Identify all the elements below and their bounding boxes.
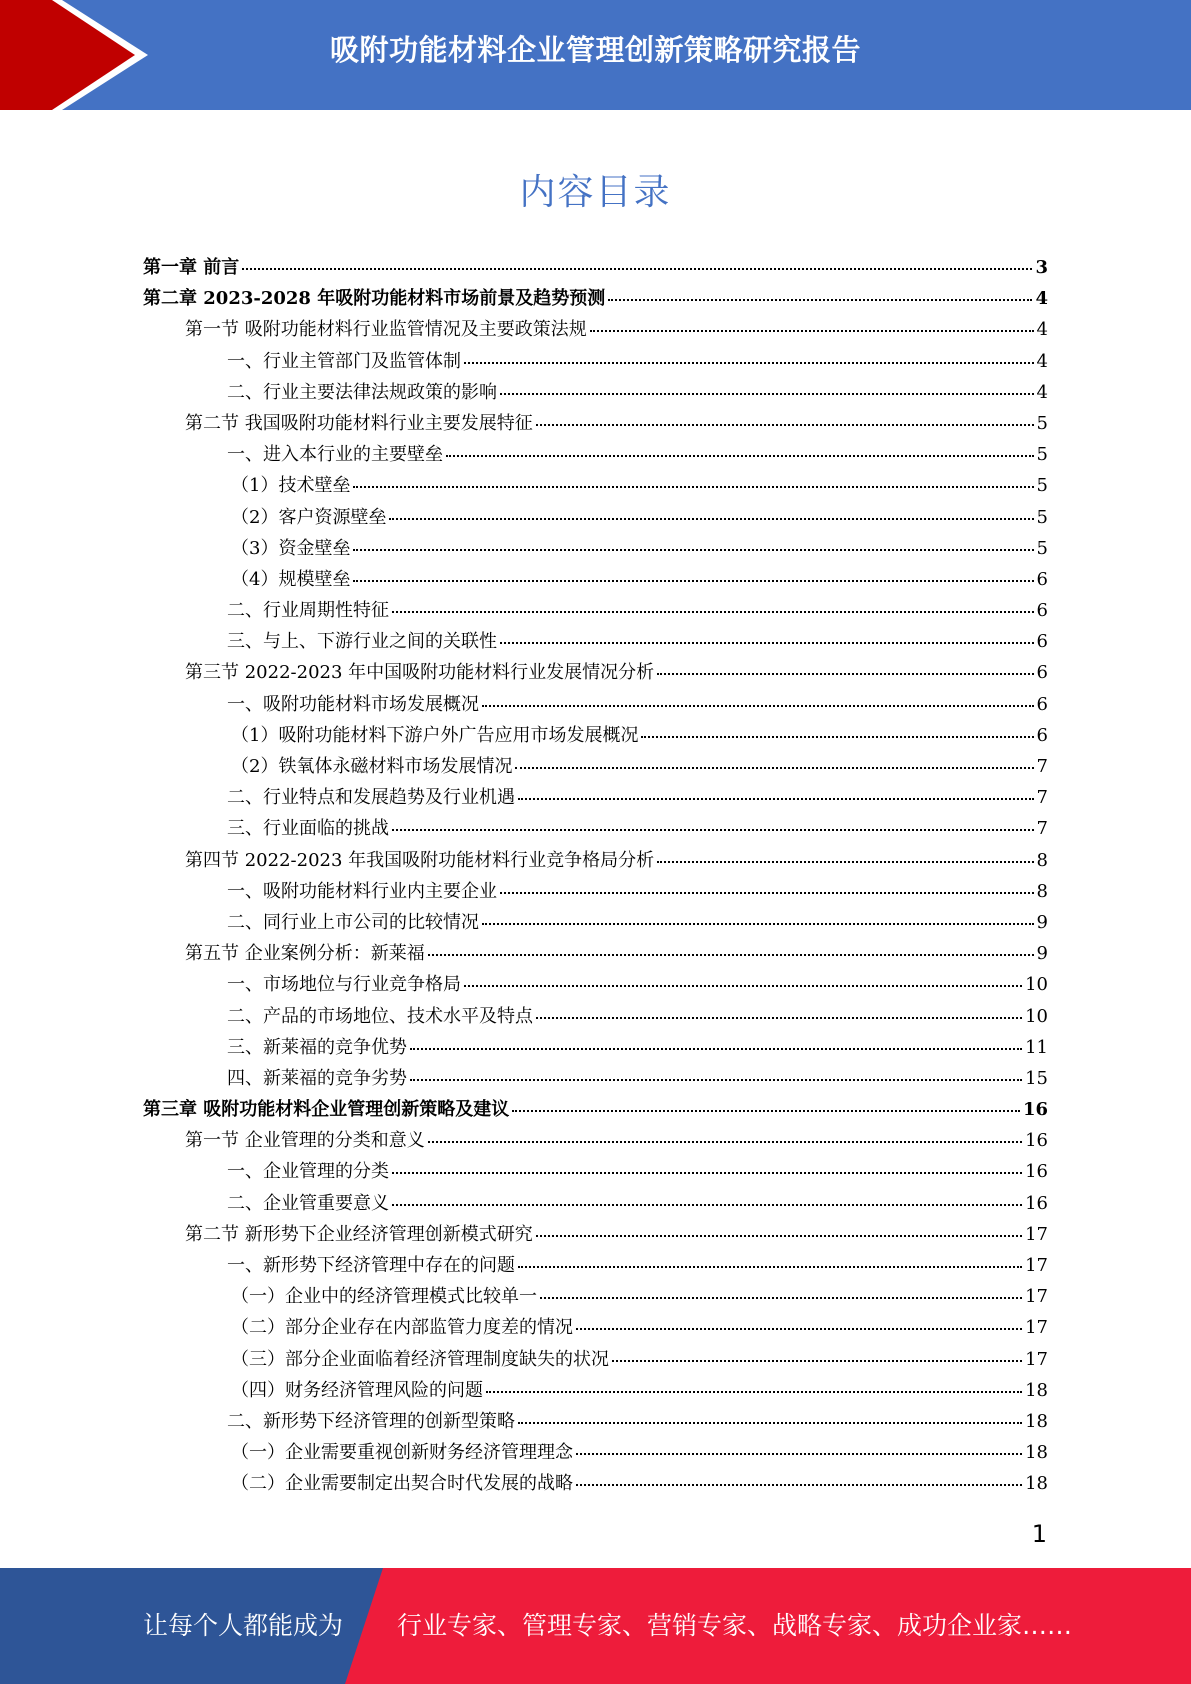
toc-entry-page: 15 [1025, 1067, 1048, 1089]
toc-entry-label: （四）财务经济管理风险的问题 [231, 1379, 483, 1401]
toc-entry-page: 6 [1036, 662, 1048, 684]
toc-entry-label: 二、新形势下经济管理的创新型策略 [227, 1410, 515, 1432]
toc-entry-page: 11 [1025, 1036, 1048, 1058]
toc-entry-page: 5 [1036, 412, 1048, 434]
page-number: 1 [1031, 1520, 1047, 1548]
toc-entry-page: 17 [1025, 1286, 1048, 1308]
toc-dot-leader [536, 999, 1022, 1019]
toc-dot-leader [518, 1248, 1022, 1268]
toc-entry-page: 17 [1025, 1255, 1048, 1276]
toc-entry[interactable] [143, 253, 1048, 284]
toc-entry[interactable] [143, 1189, 1048, 1220]
toc-dot-leader [389, 500, 1033, 520]
toc-dot-leader [410, 1061, 1022, 1081]
toc-entry[interactable] [143, 315, 1048, 346]
toc-entry[interactable] [143, 908, 1048, 939]
toc-entry-label: 二、同行业上市公司的比较情况 [227, 911, 479, 933]
report-title: 吸附功能材料企业管理创新策略研究报告 [329, 33, 861, 67]
toc-entry-page: 9 [1036, 911, 1048, 933]
toc-entry-page: 17 [1025, 1223, 1048, 1245]
toc-dot-leader [657, 843, 1033, 863]
toc-entry-label: 三、新莱福的竞争优势 [227, 1036, 407, 1058]
toc-dot-leader [353, 468, 1033, 488]
toc-dot-leader [576, 1435, 1022, 1455]
toc-entry-page: 9 [1036, 943, 1048, 965]
toc-entry[interactable] [143, 1126, 1048, 1157]
toc-entry-page: 18 [1025, 1473, 1048, 1495]
toc-entry[interactable] [143, 284, 1048, 315]
toc-dot-leader [392, 1186, 1022, 1206]
toc-entry[interactable] [143, 690, 1048, 721]
toc-entry-page: 6 [1036, 631, 1048, 653]
toc-entry[interactable] [143, 1220, 1048, 1251]
toc-dot-leader [500, 375, 1034, 395]
toc-entry-label: （3）资金壁垒 [231, 537, 351, 559]
toc-entry[interactable] [143, 1002, 1048, 1033]
toc-entry-label: 第一节 企业管理的分类和意义 [185, 1130, 425, 1152]
toc-entry-page: 6 [1036, 568, 1048, 590]
toc-entry[interactable] [143, 752, 1048, 783]
toc-entry[interactable] [143, 1095, 1048, 1126]
toc-entry[interactable] [143, 534, 1048, 565]
toc-entry-label: （二）企业需要制定出契合时代发展的战略 [231, 1473, 573, 1495]
toc-entry-label: （1）吸附功能材料下游户外广告应用市场发展概况 [231, 724, 639, 746]
toc-entry-label: 一、吸附功能材料行业内主要企业 [227, 880, 497, 902]
toc-entry-page: 5 [1036, 506, 1048, 528]
toc-dot-leader [500, 624, 1034, 644]
toc-entry-page: 8 [1036, 849, 1048, 871]
toc-entry[interactable] [143, 1313, 1048, 1344]
toc-entry-label: 第二节 新形势下企业经济管理创新模式研究 [185, 1223, 533, 1245]
toc-dot-leader [576, 1466, 1022, 1486]
toc-entry-page: 4 [1036, 381, 1048, 403]
toc-dot-leader [482, 687, 1034, 707]
toc-entry-page: 6 [1036, 693, 1048, 715]
toc-dot-leader [518, 780, 1034, 800]
toc-entry-page: 3 [1035, 257, 1048, 278]
toc-entry-label: 一、进入本行业的主要壁垒 [227, 444, 443, 466]
toc-dot-leader [486, 1373, 1022, 1393]
toc-entry-page: 17 [1025, 1348, 1048, 1370]
toc-dot-leader [590, 312, 1034, 332]
toc-entry-page: 18 [1025, 1410, 1048, 1432]
toc-entry-label: 一、行业主管部门及监管体制 [227, 350, 461, 372]
toc-entry-label: （二）部分企业存在内部监管力度差的情况 [231, 1317, 573, 1339]
table-of-contents [143, 253, 1048, 1501]
toc-entry[interactable] [143, 440, 1048, 471]
toc-entry-label: 第一节 吸附功能材料行业监管情况及主要政策法规 [185, 319, 587, 341]
toc-entry-page: 8 [1036, 880, 1048, 902]
toc-dot-leader [242, 250, 1032, 270]
toc-entry[interactable] [143, 1033, 1048, 1064]
toc-entry[interactable] [143, 1376, 1048, 1407]
toc-dot-leader [446, 437, 1034, 457]
toc-entry-label: （三）部分企业面临着经济管理制度缺失的状况 [231, 1348, 609, 1370]
toc-entry[interactable] [143, 596, 1048, 627]
toc-entry-label: 第三节 2022-2023 年中国吸附功能材料行业发展情况分析 [185, 662, 655, 684]
toc-entry-page: 16 [1025, 1192, 1048, 1214]
toc-dot-leader [540, 1279, 1022, 1299]
toc-entry-page: 4 [1035, 288, 1048, 310]
toc-entry[interactable] [143, 1438, 1048, 1469]
toc-dot-leader [500, 874, 1034, 894]
toc-dot-leader [518, 1404, 1022, 1424]
toc-entry[interactable] [143, 1469, 1048, 1500]
toc-entry-label: （4）规模壁垒 [231, 568, 351, 590]
toc-entry-page: 17 [1025, 1317, 1048, 1339]
toc-entry-page: 4 [1036, 350, 1048, 372]
footer-banner [0, 1568, 1191, 1684]
toc-entry[interactable] [143, 471, 1048, 502]
toc-dot-leader [657, 655, 1033, 675]
toc-entry[interactable] [143, 1251, 1048, 1282]
toc-entry-page: 5 [1036, 475, 1048, 497]
toc-dot-leader [512, 1092, 1020, 1112]
toc-dot-leader [392, 1154, 1022, 1174]
toc-entry[interactable] [143, 970, 1048, 1001]
toc-dot-leader [482, 905, 1034, 925]
toc-entry[interactable] [143, 814, 1048, 845]
toc-entry-label: 三、行业面临的挑战 [227, 818, 389, 840]
toc-entry[interactable] [143, 409, 1048, 440]
toc-entry-label: 第五节 企业案例分析：新莱福 [185, 943, 425, 965]
toc-entry[interactable] [143, 783, 1048, 814]
toc-entry-label: 二、行业主要法律法规政策的影响 [227, 381, 497, 403]
toc-entry-page: 18 [1025, 1442, 1048, 1464]
toc-entry[interactable] [143, 1345, 1048, 1376]
toc-entry[interactable] [143, 939, 1048, 970]
toc-dot-leader [353, 531, 1033, 551]
toc-entry-label: 二、产品的市场地位、技术水平及特点 [227, 1005, 533, 1027]
toc-entry-label: 三、与上、下游行业之间的关联性 [227, 631, 497, 653]
toc-dot-leader [464, 344, 1034, 364]
toc-entry-label: 二、行业周期性特征 [227, 600, 389, 622]
toc-entry[interactable] [143, 877, 1048, 908]
toc-entry-page: 16 [1025, 1161, 1048, 1183]
toc-dot-leader [428, 1123, 1022, 1143]
toc-dot-leader [576, 1310, 1022, 1330]
toc-dot-leader [464, 967, 1022, 987]
toc-entry-page: 10 [1025, 974, 1048, 996]
toc-entry-label: 一、吸附功能材料市场发展概况 [227, 693, 479, 715]
toc-entry-label: 二、企业管重要意义 [227, 1192, 389, 1214]
toc-dot-leader [641, 718, 1033, 738]
toc-heading: 内容目录 [519, 172, 672, 213]
toc-entry-label: 一、市场地位与行业竞争格局 [227, 974, 461, 996]
footer-slogan-left: 让每个人都能成为 [143, 1611, 344, 1640]
toc-dot-leader [428, 936, 1034, 956]
toc-entry-label: （一）企业中的经济管理模式比较单一 [231, 1286, 537, 1308]
toc-entry-page: 18 [1025, 1379, 1048, 1401]
toc-entry[interactable] [143, 721, 1048, 752]
toc-dot-leader [410, 1030, 1022, 1050]
header-banner [0, 0, 1191, 110]
toc-entry-page: 16 [1022, 1099, 1048, 1121]
toc-dot-leader [536, 1217, 1022, 1237]
toc-entry-page: 6 [1036, 600, 1048, 622]
toc-entry-label: 第三章 吸附功能材料企业管理创新策略及建议 [143, 1099, 510, 1121]
toc-entry-page: 16 [1025, 1130, 1048, 1152]
toc-entry-label: 第二章 2023-2028 年吸附功能材料市场前景及趋势预测 [143, 288, 606, 310]
toc-entry[interactable] [143, 565, 1048, 596]
toc-entry-label: （1）技术壁垒 [231, 475, 351, 497]
toc-entry-page: 10 [1025, 1005, 1048, 1027]
toc-dot-leader [392, 811, 1034, 831]
toc-entry-page: 7 [1036, 756, 1048, 777]
toc-entry[interactable] [143, 347, 1048, 378]
toc-entry-label: （2）铁氧体永磁材料市场发展情况 [231, 756, 513, 777]
toc-dot-leader [515, 749, 1033, 769]
toc-entry-label: 二、行业特点和发展趋势及行业机遇 [227, 787, 515, 809]
toc-entry-page: 6 [1036, 724, 1048, 746]
toc-entry[interactable] [143, 1407, 1048, 1438]
toc-entry-label: （一）企业需要重视创新财务经济管理理念 [231, 1442, 573, 1464]
toc-entry-page: 7 [1036, 818, 1048, 840]
toc-entry-label: 一、新形势下经济管理中存在的问题 [227, 1255, 515, 1276]
toc-dot-leader [392, 593, 1034, 613]
toc-entry-label: 第四节 2022-2023 年我国吸附功能材料行业竞争格局分析 [185, 849, 655, 871]
toc-entry[interactable] [143, 658, 1048, 689]
toc-entry[interactable] [143, 1282, 1048, 1313]
footer-slogan-right: 行业专家、管理专家、营销专家、战略专家、成功企业家…… [397, 1611, 1073, 1640]
toc-entry[interactable] [143, 378, 1048, 409]
toc-entry-page: 7 [1036, 787, 1048, 809]
toc-entry[interactable] [143, 846, 1048, 877]
toc-entry-label: （2）客户资源壁垒 [231, 506, 387, 528]
toc-entry[interactable] [143, 627, 1048, 658]
toc-entry-label: 第一章 前言 [143, 257, 240, 278]
toc-entry[interactable] [143, 1064, 1048, 1095]
toc-entry-page: 5 [1036, 444, 1048, 466]
toc-entry-label: 四、新莱福的竞争劣势 [227, 1067, 407, 1089]
toc-dot-leader [353, 562, 1033, 582]
toc-dot-leader [536, 406, 1034, 426]
toc-dot-leader [612, 1342, 1022, 1362]
toc-entry-label: 一、企业管理的分类 [227, 1161, 389, 1183]
toc-entry-label: 第二节 我国吸附功能材料行业主要发展特征 [185, 412, 533, 434]
toc-entry-page: 4 [1036, 319, 1048, 341]
toc-entry[interactable] [143, 1157, 1048, 1188]
toc-entry[interactable] [143, 503, 1048, 534]
toc-entry-page: 5 [1036, 537, 1048, 559]
toc-dot-leader [608, 281, 1032, 301]
